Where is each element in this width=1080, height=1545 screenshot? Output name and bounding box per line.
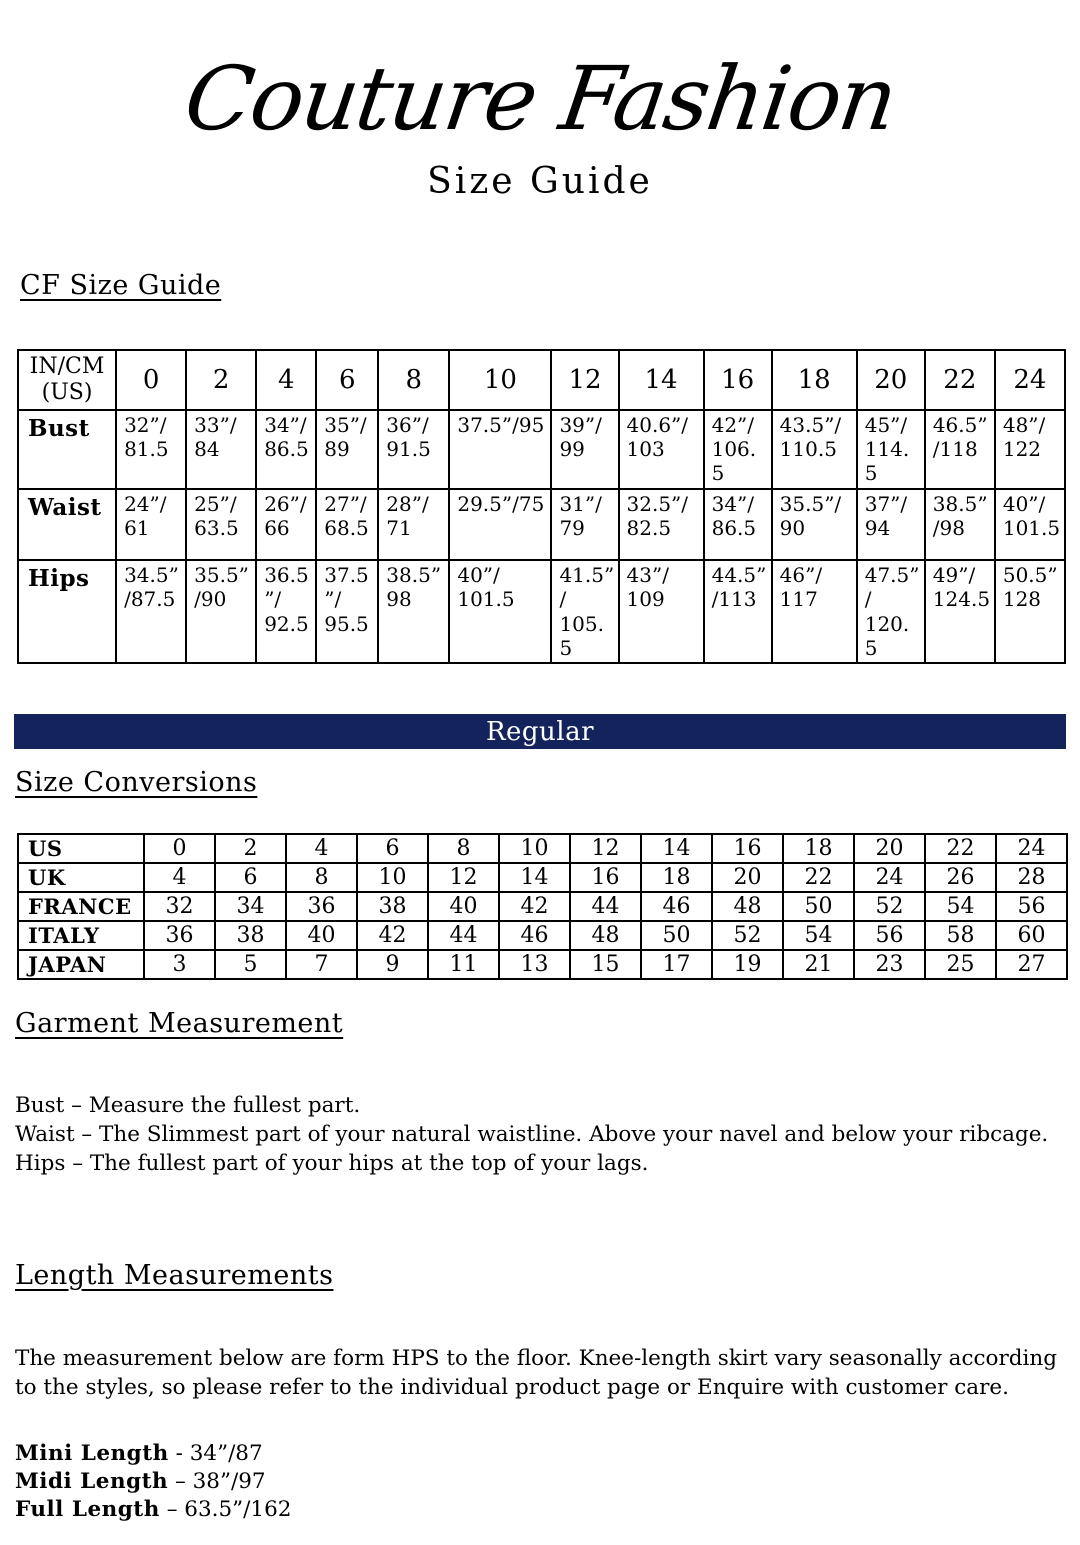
uk-size-cell: 14 xyxy=(499,863,570,892)
waist-row-label: Waist xyxy=(18,489,116,560)
size-header-row xyxy=(18,350,1065,410)
hips-value-cell: 41.5”/​105.5 xyxy=(551,560,618,664)
japan-size-cell: 21 xyxy=(783,950,854,979)
garment-measurement-text xyxy=(15,1091,1065,1178)
uk-size-cell: 8 xyxy=(286,863,357,892)
italy-size-cell: 50 xyxy=(641,921,712,950)
bust-value-cell: 45”/​114.5 xyxy=(857,410,925,489)
size-conversions-heading-text: Size Conversions xyxy=(15,767,258,799)
italy-size-cell: 54 xyxy=(783,921,854,950)
brand-header xyxy=(0,0,1080,204)
cf-size-guide-heading xyxy=(20,268,1080,303)
us-size-cell: 0 xyxy=(144,834,215,863)
bust-row xyxy=(18,410,1065,489)
measurement-instruction-line: Hips – The fullest part of your hips at the top of your lags. xyxy=(15,1150,649,1176)
bust-value-cell: 42”/​106.5 xyxy=(704,410,772,489)
france-size-cell: 40 xyxy=(428,892,499,921)
waist-value-cell: 35.5”/​90 xyxy=(772,489,857,560)
bust-value-cell: 48”/​122 xyxy=(995,410,1065,489)
size-header-cell: 0 xyxy=(116,350,186,410)
size-header-cell: 2 xyxy=(186,350,256,410)
size-header-cell: 18 xyxy=(772,350,857,410)
garment-measurement-heading xyxy=(15,1006,1080,1041)
france-size-cell: 54 xyxy=(925,892,996,921)
bust-row-label: Bust xyxy=(18,410,116,489)
france-size-cell: 38 xyxy=(357,892,428,921)
italy-size-cell: 40 xyxy=(286,921,357,950)
length-measurements-heading xyxy=(15,1258,1080,1293)
bust-value-cell: 37.5”/​95 xyxy=(449,410,551,489)
uk-size-cell: 6 xyxy=(215,863,286,892)
bust-value-cell: 35”/​89 xyxy=(316,410,378,489)
uk-size-cell: 16 xyxy=(570,863,641,892)
length-measurements-heading-text: Length Measurements xyxy=(15,1259,334,1291)
italy-size-cell: 38 xyxy=(215,921,286,950)
bust-value-cell: 43.5”/​110.5 xyxy=(772,410,857,489)
italy-row-label: ITALY xyxy=(18,921,144,950)
italy-size-cell: 52 xyxy=(712,921,783,950)
france-size-cell: 48 xyxy=(712,892,783,921)
france-row xyxy=(18,892,1067,921)
hips-value-cell: 49”/​124.5 xyxy=(925,560,995,664)
japan-size-cell: 11 xyxy=(428,950,499,979)
france-size-cell: 56 xyxy=(996,892,1067,921)
hips-value-cell: 35.5”/​90 xyxy=(186,560,256,664)
bust-value-cell: 32”/​81.5 xyxy=(116,410,186,489)
japan-size-cell: 17 xyxy=(641,950,712,979)
hips-value-cell: 40”/​101.5 xyxy=(449,560,551,664)
us-size-cell: 2 xyxy=(215,834,286,863)
france-size-cell: 44 xyxy=(570,892,641,921)
us-size-cell: 24 xyxy=(996,834,1067,863)
bust-value-cell: 33”/​84 xyxy=(186,410,256,489)
japan-size-cell: 5 xyxy=(215,950,286,979)
length-value: – 63.5”/162 xyxy=(159,1496,292,1522)
hips-row xyxy=(18,560,1065,664)
japan-size-cell: 19 xyxy=(712,950,783,979)
cf-size-guide-heading-text: CF Size Guide xyxy=(20,269,222,301)
uk-size-cell: 24 xyxy=(854,863,925,892)
bust-value-cell: 36”/​91.5 xyxy=(378,410,449,489)
regular-banner: Regular xyxy=(14,714,1066,749)
bust-value-cell: 40.6”/​103 xyxy=(619,410,704,489)
measurement-instruction-line: Bust – Measure the fullest part. xyxy=(15,1092,361,1118)
us-size-cell: 8 xyxy=(428,834,499,863)
italy-size-cell: 36 xyxy=(144,921,215,950)
length-label: Midi Length xyxy=(15,1468,169,1494)
waist-value-cell: 37”/​94 xyxy=(857,489,925,560)
size-header-cell: 20 xyxy=(857,350,925,410)
us-size-cell: 10 xyxy=(499,834,570,863)
italy-size-cell: 46 xyxy=(499,921,570,950)
italy-size-cell: 56 xyxy=(854,921,925,950)
size-header-cell: 12 xyxy=(551,350,618,410)
japan-size-cell: 27 xyxy=(996,950,1067,979)
italy-size-cell: 44 xyxy=(428,921,499,950)
length-line xyxy=(15,1496,1080,1524)
measurement-instruction-line: Waist – The Slimmest part of your natural waistline. Above your navel and below your ribcage. xyxy=(15,1121,1049,1147)
uk-size-cell: 22 xyxy=(783,863,854,892)
size-conversions-heading xyxy=(15,765,1080,800)
length-values xyxy=(15,1440,1080,1524)
japan-size-cell: 3 xyxy=(144,950,215,979)
france-size-cell: 42 xyxy=(499,892,570,921)
size-header-cell: 8 xyxy=(378,350,449,410)
waist-value-cell: 40”/​101.5 xyxy=(995,489,1065,560)
waist-value-cell: 24”/​61 xyxy=(116,489,186,560)
waist-value-cell: 27”/​68.5 xyxy=(316,489,378,560)
us-size-cell: 22 xyxy=(925,834,996,863)
hips-value-cell: 46”/​117 xyxy=(772,560,857,664)
italy-size-cell: 58 xyxy=(925,921,996,950)
waist-value-cell: 34”/​86.5 xyxy=(704,489,772,560)
length-value: - 34”/87 xyxy=(168,1440,263,1466)
france-size-cell: 34 xyxy=(215,892,286,921)
france-size-cell: 50 xyxy=(783,892,854,921)
waist-value-cell: 29.5”/​75 xyxy=(449,489,551,560)
bust-value-cell: 46.5”/​118 xyxy=(925,410,995,489)
waist-value-cell: 32.5”/​82.5 xyxy=(619,489,704,560)
length-measurements-paragraph: The measurement below are form HPS to the floor. Knee-length skirt vary seasonally according to the styles, so please refer to the individual product page or Enquire with customer care. xyxy=(15,1345,1058,1400)
waist-value-cell: 28”/​71 xyxy=(378,489,449,560)
us-size-cell: 16 xyxy=(712,834,783,863)
waist-value-cell: 31”/​79 xyxy=(551,489,618,560)
hips-value-cell: 38.5”98 xyxy=(378,560,449,664)
size-header-cell: 24 xyxy=(995,350,1065,410)
length-line xyxy=(15,1468,1080,1496)
us-size-cell: 12 xyxy=(570,834,641,863)
hips-value-cell: 34.5”/​87.5 xyxy=(116,560,186,664)
size-header-cell: 16 xyxy=(704,350,772,410)
garment-measurement-heading-text: Garment Measurement xyxy=(15,1007,344,1039)
italy-size-cell: 60 xyxy=(996,921,1067,950)
waist-row xyxy=(18,489,1065,560)
hips-value-cell: 44.5”/​113 xyxy=(704,560,772,664)
france-row-label: FRANCE xyxy=(18,892,144,921)
italy-row xyxy=(18,921,1067,950)
japan-row-label: JAPAN xyxy=(18,950,144,979)
us-size-cell: 6 xyxy=(357,834,428,863)
france-size-cell: 36 xyxy=(286,892,357,921)
uk-size-cell: 20 xyxy=(712,863,783,892)
uk-row-label: UK xyxy=(18,863,144,892)
uk-size-cell: 26 xyxy=(925,863,996,892)
japan-row xyxy=(18,950,1067,979)
japan-size-cell: 13 xyxy=(499,950,570,979)
brand-logo: Couture Fashion xyxy=(178,47,902,150)
uk-size-cell: 12 xyxy=(428,863,499,892)
bust-value-cell: 34”/​86.5 xyxy=(256,410,316,489)
hips-value-cell: 43”/​109 xyxy=(619,560,704,664)
us-row xyxy=(18,834,1067,863)
hips-value-cell: 47.5”/​120.5 xyxy=(857,560,925,664)
us-size-cell: 4 xyxy=(286,834,357,863)
uk-size-cell: 4 xyxy=(144,863,215,892)
length-line xyxy=(15,1440,1080,1468)
japan-size-cell: 9 xyxy=(357,950,428,979)
us-row-label: US xyxy=(18,834,144,863)
waist-value-cell: 38.5”/​98 xyxy=(925,489,995,560)
size-header-cell: 6 xyxy=(316,350,378,410)
france-size-cell: 32 xyxy=(144,892,215,921)
japan-size-cell: 23 xyxy=(854,950,925,979)
japan-size-cell: 15 xyxy=(570,950,641,979)
us-size-cell: 18 xyxy=(783,834,854,863)
italy-size-cell: 48 xyxy=(570,921,641,950)
length-label: Mini Length xyxy=(15,1440,169,1466)
unit-header-cell: IN/CM (US) xyxy=(18,350,116,410)
france-size-cell: 52 xyxy=(854,892,925,921)
italy-size-cell: 42 xyxy=(357,921,428,950)
size-header-cell: 10 xyxy=(449,350,551,410)
france-size-cell: 46 xyxy=(641,892,712,921)
uk-size-cell: 28 xyxy=(996,863,1067,892)
uk-row xyxy=(18,863,1067,892)
japan-size-cell: 25 xyxy=(925,950,996,979)
japan-size-cell: 7 xyxy=(286,950,357,979)
uk-size-cell: 10 xyxy=(357,863,428,892)
waist-value-cell: 26”/​66 xyxy=(256,489,316,560)
us-size-cell: 14 xyxy=(641,834,712,863)
us-size-cell: 20 xyxy=(854,834,925,863)
hips-value-cell: 50.5”128 xyxy=(995,560,1065,664)
size-conversion-table xyxy=(17,833,1068,980)
cf-size-table xyxy=(17,349,1066,665)
length-value: – 38”/97 xyxy=(168,1468,266,1494)
hips-row-label: Hips xyxy=(18,560,116,664)
brand-subtitle: Size Guide xyxy=(427,161,653,203)
size-header-cell: 22 xyxy=(925,350,995,410)
length-label: Full Length xyxy=(15,1496,160,1522)
uk-size-cell: 18 xyxy=(641,863,712,892)
size-header-cell: 4 xyxy=(256,350,316,410)
bust-value-cell: 39”/​99 xyxy=(551,410,618,489)
waist-value-cell: 25”/​63.5 xyxy=(186,489,256,560)
hips-value-cell: 37.5”/​95.5 xyxy=(316,560,378,664)
hips-value-cell: 36.5”/​92.5 xyxy=(256,560,316,664)
size-header-cell: 14 xyxy=(619,350,704,410)
